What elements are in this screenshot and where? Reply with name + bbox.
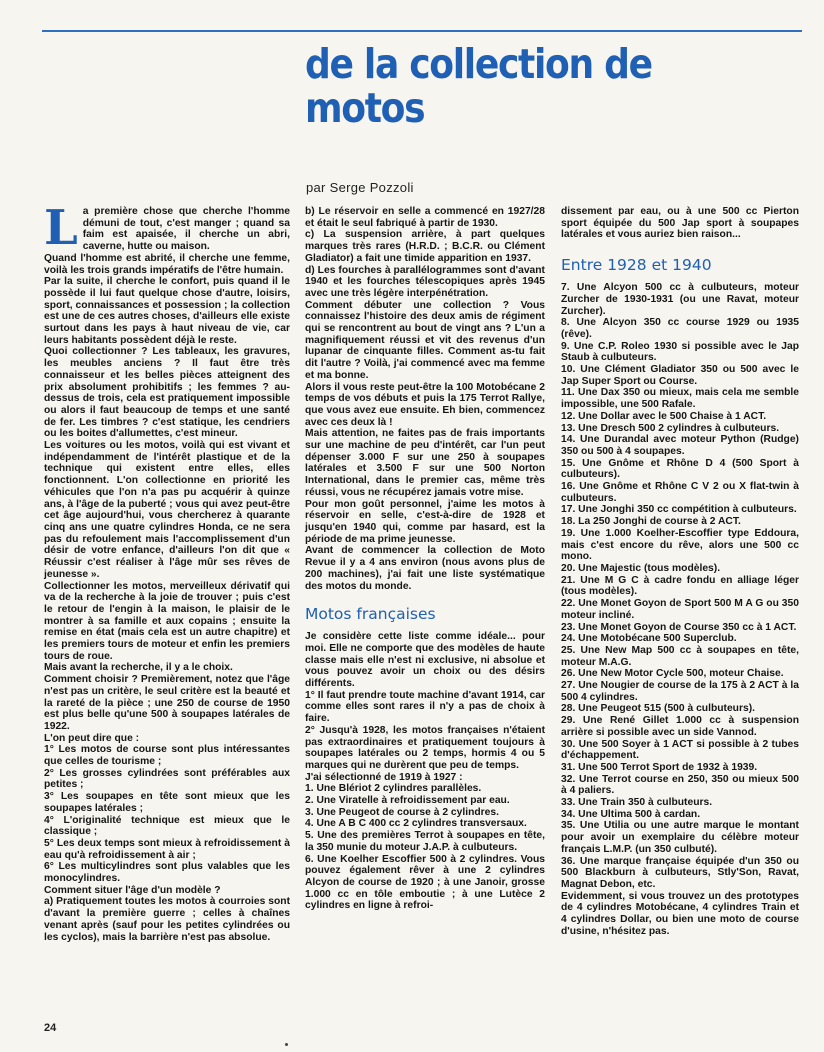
column-1-paragraphs xyxy=(44,200,290,943)
page-number: 24 xyxy=(44,1022,57,1034)
list-item: 26. Une New Motor Cycle 500, moteur Chaise. xyxy=(561,668,784,680)
paragraph: d) Les fourches à parallélogrammes sont d'avant 1940 et les fourches télescopiques après 1945 avec une très légère interpénétration. xyxy=(305,264,545,299)
list-item: 25. Une New Map 500 cc à soupapes en tête, moteur M.A.G. xyxy=(561,644,799,668)
paragraph: L'on peut dire que : xyxy=(44,732,140,744)
column-3-list xyxy=(561,282,799,937)
list-item: 14. Une Durandal avec moteur Python (Rudge) 350 ou 500 à 4 soupapes. xyxy=(561,434,799,457)
paragraph: 1° Il faut prendre toute machine d'avant 1914, car comme elles sont rares il n'y a pas de choix à faire. xyxy=(305,689,545,725)
paragraph: Mais avant la recherche, il y a le choix. xyxy=(44,662,233,674)
paragraph: a) Pratiquement toutes les motos à courroies sont d'avant la première guerre ; celles à chaînes venant après (sauf pour les petites cylindrées ou les cyclos), mais la barrière n'est pas absolue. xyxy=(44,896,290,943)
list-item: 12. Une Dollar avec le 500 Chaise à 1 ACT. xyxy=(561,410,767,422)
section-heading-1928-1940: Entre 1928 et 1940 xyxy=(561,256,712,275)
list-item: 24. Une Motobécane 500 Superclub. xyxy=(561,633,737,645)
paragraph: Comment débuter une collection ? Vous connaissez l'histoire des deux amis de régiment qui se rencontrent au bout de vingt ans ? L'un a magnifiquement réussi et vit des revenus d'un lupanar de cinquante filles. Comment as-tu fait dit l'autre ? Voilà, j'ai commencé avec ma femme et ma bonne. xyxy=(305,299,545,381)
paragraph: 3° Les soupapes en tête sont mieux que les soupapes latérales ; xyxy=(44,791,290,814)
section-heading-motos-francaises: Motos françaises xyxy=(305,605,436,624)
paragraph: Comment choisir ? Premièrement, notez que l'âge n'est pas un critère, le seul critère est la beauté et la rareté de la pièce ; une 250 de course de 1950 est plus belle qu'une 500 à soupapes latérales de 1922. xyxy=(44,674,290,732)
paragraph: Alors il vous reste peut-être la 100 Motobécane 2 temps de vos débuts et puis la 175 Terrot Rallye, que vous avez eue ensuite. Eh bien, commencez avec ces deux là ! xyxy=(305,381,545,428)
article-title: de la collection de motos xyxy=(305,40,652,132)
paragraph: J'ai sélectionné de 1919 à 1927 : xyxy=(305,771,463,783)
paragraph: Je considère cette liste comme idéale... pour moi. Elle ne comporte que des modèles de haute classe mais elle n'est ni exclusive, ni absolue et vous pouvez avoir un choix ou des désirs différents. xyxy=(305,631,545,690)
byline: par Serge Pozzoli xyxy=(306,180,414,195)
column-2-paragraphs xyxy=(305,206,545,592)
paragraph: 6° Les multicylindres sont plus valables que les monocylindres. xyxy=(44,861,290,885)
paragraph: Par la suite, il cherche le confort, puis quand il le possède il lui faut quelque chose d'autre, loisirs, sport, connaissances et possession ; la collection est une de ces autres choses, d'ailleurs elle existe surtout dans les pays à haut niveau de vie, car leurs habitants possèdent déjà le reste. xyxy=(44,276,290,346)
list-item: 17. Une Jonghi 350 cc compétition à culbuteurs. xyxy=(561,504,797,516)
list-item: 22. Une Monet Goyon de Sport 500 M A G ou 350 moteur incliné. xyxy=(561,598,799,621)
list-item: 34. Une Ultima 500 à cardan. xyxy=(561,808,701,820)
list-item: 30. Une 500 Soyer à 1 ACT si possible à 2 tubes d'échappement. xyxy=(561,738,799,762)
list-item: 7. Une Alcyon 500 cc à culbuteurs, moteur Zurcher de 1930-1931 (ou une Ravat, moteur Zurcher). xyxy=(561,282,799,317)
paragraph: Collectionner les motos, merveilleux dérivatif qui va de la recherche à la joie de trouver ; puis c'est le retour de l'engin à la maison, le plaisir de le montrer à sa famille et aux copains ; ensuite la remise en état (mais cela est un autre chapitre) et les premiers tours de moteur et enfin les premiers tours de roue. xyxy=(44,580,290,662)
list-item: 19. Une 1.000 Koelher-Escoffier type Eddoura, mais c'est encore du rêve, alors une 500 cc mono. xyxy=(561,527,799,563)
list-item: Evidemment, si vous trouvez un des prototypes de 4 cylindres Motobécane, 4 cylindres Train et 4 cylindres Dollar, ou bien une moto de course d'usine, n'hésitez pas. xyxy=(561,890,799,937)
paragraph: 2. Une Viratelle à refroidissement par eau. xyxy=(305,795,510,807)
paragraph: 5° Les deux temps sont mieux à refroidissement à eau qu'à refroidissement à air ; xyxy=(44,837,290,861)
list-item: 20. Une Majestic (tous modèles). xyxy=(561,562,721,574)
paragraph: 4° L'originalité technique est mieux que le classique ; xyxy=(44,814,290,838)
paragraph: 5. Une des premières Terrot à soupapes en tête, la 350 munie du moteur J.A.P. à culbuteurs. xyxy=(305,830,545,853)
paragraph: 4. Une A B C 400 cc 2 cylindres transversaux. xyxy=(305,818,527,830)
paragraph: 1° Les motos de course sont plus intéressantes que celles de tourisme ; xyxy=(44,744,290,768)
list-item: 29. Une René Gillet 1.000 cc à suspension arrière si possible avec un side Vannod. xyxy=(561,715,799,738)
list-item: 9. Une C.P. Roleo 1930 si possible avec le Jap Staub à culbuteurs. xyxy=(561,340,799,364)
column-2-paragraphs-2 xyxy=(305,631,545,912)
paragraph: Comment situer l'âge d'un modèle ? xyxy=(44,884,221,896)
drop-cap: L xyxy=(44,200,78,256)
paragraph: Les voitures ou les motos, voilà qui est vivant et indépendamment de l'intérêt plastique et de la technique qui existent entre elles, elles fonctionnent. L'on collectionne en priorité les véhicules que l'on n'a pas pu acquérir à quinze ans, à l'âge de la puberté ; vous qui avez peut-être cet âge aujourd'hui, vous chercherez à quarante cinq ans une quatre cylindres Honda, ce ne sera pas du refoulement mais l'accomplissement d'un désir de votre enfance, d'ailleurs l'on dit que « Réussir c'est réaliser à l'âge mûr ses rêves de jeunesse ». xyxy=(44,440,290,580)
paragraph: c) La suspension arrière, à part quelques marques très rares (H.R.D. ; B.C.R. ou Clément Gladiator) a fait une timide apparition en 1937. xyxy=(305,229,545,264)
list-item: 31. Une 500 Terrot Sport de 1932 à 1939. xyxy=(561,761,758,773)
paragraph: 1. Une Blériot 2 cylindres parallèles. xyxy=(305,783,482,795)
paragraph: Quand l'homme est abrité, il cherche une femme, voilà les trois grands impératifs de l'être humain. xyxy=(44,252,290,276)
paragraph: Quoi collectionner ? Les tableaux, les gravures, les meubles anciens ? Il faut être très connaisseur et les belles pièces atteignent des prix absolument prohibitifs ; les femmes ? au-dessus de trois, cela est pratiquement impossible ou alors il faut beaucoup de temps et une santé de fer. Les timbres ? c'est statique, les cendriers ou les boites d'allumettes, c'est mineur. xyxy=(44,346,290,440)
paragraph: a première chose que cherche l'homme démuni de tout, c'est manger ; quand sa faim est apaisée, il cherche un abri, caverne, hutte ou maison. xyxy=(82,206,290,253)
list-item: 11. Une Dax 350 ou mieux, mais cela me semble impossible, une 500 Rafale. xyxy=(561,387,799,411)
list-item: 18. La 250 Jonghi de course à 2 ACT. xyxy=(561,516,741,528)
column-2 xyxy=(305,206,545,912)
paragraph: Avant de commencer la collection de Moto Revue il y a 4 ans environ (nous avons plus de 200 machines), j'ai fait une liste systématique des motos du monde. xyxy=(305,545,545,592)
list-item: 32. Une Terrot course en 250, 350 ou mieux 500 à 4 paliers. xyxy=(561,773,799,797)
header-rule xyxy=(42,30,802,32)
list-item: 15. Une Gnôme et Rhône D 4 (500 Sport à culbuteurs). xyxy=(561,457,799,481)
paragraph: b) Le réservoir en selle a commencé en 1927/28 et était le seul fabriqué à partir de 1930. xyxy=(305,206,545,229)
column-3-intro: dissement par eau, ou à une 500 cc Pierton sport équipée du 500 Jap sport à soupapes latérales et vous auriez bien raison... xyxy=(561,206,799,241)
page-mark xyxy=(285,1043,288,1046)
list-item: 10. Une Clément Gladiator 350 ou 500 avec le Jap Super Sport ou Course. xyxy=(561,364,799,387)
paragraph: Pour mon goût personnel, j'aime les motos à réservoir en selle, c'est-à-dire de 1928 et jusqu'en 1940 qui, comme par hasard, est la période de ma prime jeunesse. xyxy=(305,498,545,545)
list-item: 28. Une Peugeot 515 (500 à culbuteurs). xyxy=(561,703,755,715)
paragraph: Mais attention, ne faites pas de frais importants sur une machine de peu d'intérêt, car l'un peut dépenser 3.000 F sur une 250 à soupapes latérales et 3.500 F sur une 500 Norton International, dans le premier cas, même très réussi, vous ne récupérez jamais votre mise. xyxy=(305,428,545,498)
list-item: 36. Une marque française équipée d'un 350 ou 500 Blackburn à culbuteurs, Stly'Son, Ravat, Magnat Debon, etc. xyxy=(561,855,799,890)
list-item: 8. Une Alcyon 350 cc course 1929 ou 1935 (rêve). xyxy=(561,317,799,340)
list-item: 13. Une Dresch 500 2 cylindres à culbuteurs. xyxy=(561,422,780,434)
column-3 xyxy=(561,206,799,937)
list-item: 33. Une Train 350 à culbuteurs. xyxy=(561,797,713,809)
list-item: 27. Une Nougier de course de la 175 à 2 ACT à la 500 4 cylindres. xyxy=(561,680,799,703)
list-item: 35. Une Utilia ou une autre marque le montant pour avoir un exemplaire du célèbre moteur français L.M.P. (un 350 culbuté). xyxy=(561,820,799,855)
list-item: 16. Une Gnôme et Rhône C V 2 ou X flat-twin à culbuteurs. xyxy=(561,481,799,504)
list-item: 23. Une Monet Goyon de Course 350 cc à 1 ACT. xyxy=(561,621,797,633)
column-1 xyxy=(44,200,290,943)
paragraph: 2° Les grosses cylindrées sont préférables aux petites ; xyxy=(44,767,290,791)
paragraph: 2° Jusqu'à 1928, les motos françaises n'étaient pas extraordinaires et pratiquement toujours à soupapes latérales ou 2 temps, hormis 4 ou 5 marques qui ne durèrent que peu de temps. xyxy=(305,724,545,771)
paragraph: 3. Une Peugeot de course à 2 cylindres. xyxy=(305,806,499,818)
paragraph: 6. Une Koelher Escoffier 500 à 2 cylindres. Vous pouvez également rêver à une 2 cylindres Alcyon de course de 1920 ; à une Janoir, grosse 1.000 cc en tôle emboutie ; à une Lutèce 2 cylindres en ligne à refroi- xyxy=(305,853,545,912)
list-item: 21. Une M G C à cadre fondu en alliage léger (tous modèles). xyxy=(561,574,799,598)
